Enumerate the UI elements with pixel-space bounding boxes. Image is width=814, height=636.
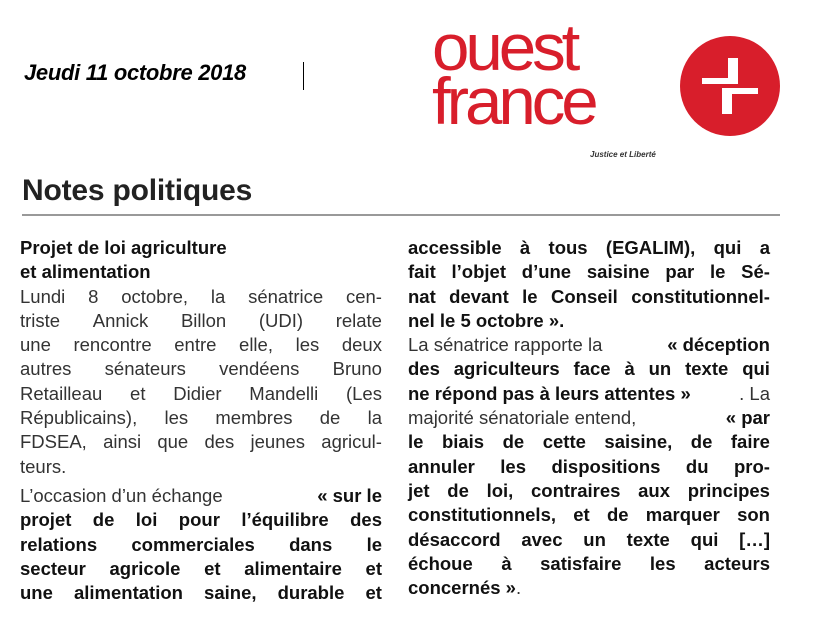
body-line: triste Annick Billon (UDI) relate — [20, 309, 382, 331]
body-quote-line: fait l’objet d’une saisine par le Sé- — [408, 261, 770, 283]
body-line — [408, 333, 770, 357]
body-line: teurs. — [20, 455, 67, 477]
body-quote-line: le biais de cette saisine, de faire — [408, 431, 770, 453]
body-text: majorité sénatoriale entend, — [408, 407, 637, 429]
body-text: . La — [739, 382, 770, 404]
body-text: . — [515, 577, 522, 599]
body-quote-line: échoue à satisfaire les acteurs — [408, 552, 770, 574]
body-line: FDSEA, ainsi que des jeunes agricul- — [20, 431, 382, 453]
body-quote-line: constitutionnels, et de marquer son — [408, 504, 770, 526]
body-quote-line: annuler les dispositions du pro- — [408, 455, 770, 477]
body-line: une rencontre entre elle, les deux — [20, 334, 382, 356]
body-quote: « déception — [667, 334, 770, 356]
logo-line-1: ouest — [432, 10, 577, 84]
body-line — [408, 576, 770, 600]
body-text: La sénatrice rapporte la — [408, 334, 603, 356]
body-text: L’occasion d’un échange — [20, 484, 223, 506]
article-heading-line: Projet de loi agriculture — [20, 237, 227, 258]
newspaper-logo-wordmark — [432, 10, 595, 138]
text-cursor — [303, 62, 304, 90]
body-quote-line: désaccord avec un texte qui […] — [408, 528, 770, 550]
article-column-left — [20, 236, 382, 605]
section-title: Notes politiques — [22, 174, 253, 207]
newspaper-logo-icon — [680, 36, 780, 136]
article-heading-line: et alimentation — [20, 261, 151, 283]
body-line: Lundi 8 octobre, la sénatrice cen- — [20, 285, 382, 307]
body-quote-line: jet de loi, contraires aux principes — [408, 479, 770, 501]
body-line — [408, 406, 770, 430]
body-quote: « sur le — [317, 484, 382, 506]
body-quote-line: nat devant le Conseil constitutionnel- — [408, 285, 770, 307]
body-line — [408, 382, 770, 406]
body-quote: concernés » — [408, 577, 516, 599]
body-quote-line: secteur agricole et alimentaire et — [20, 557, 382, 579]
body-quote: ne répond pas à leurs attentes » — [408, 382, 691, 404]
body-line — [20, 484, 382, 508]
logo-tagline: Justice et Liberté — [590, 150, 656, 159]
body-quote-line: accessible à tous (EGALIM), qui a — [408, 237, 770, 258]
article-column-right — [408, 236, 770, 600]
body-quote-line: projet de loi pour l’équilibre des — [20, 509, 382, 531]
body-line: Retailleau et Didier Mandelli (Les — [20, 382, 382, 404]
body-quote-line: une alimentation saine, durable et — [20, 582, 382, 604]
body-line: autres sénateurs vendéens Bruno — [20, 358, 382, 380]
article-date: Jeudi 11 octobre 2018 — [24, 60, 246, 85]
body-line: Républicains), les membres de la — [20, 407, 382, 429]
logo-line-2: france — [432, 64, 595, 138]
body-quote-line: relations commerciales dans le — [20, 533, 382, 555]
body-quote-line: des agriculteurs face à un texte qui — [408, 358, 770, 380]
body-quote-line: nel le 5 octobre ». — [408, 309, 565, 331]
body-quote: « par — [725, 407, 770, 429]
section-divider — [22, 214, 780, 216]
